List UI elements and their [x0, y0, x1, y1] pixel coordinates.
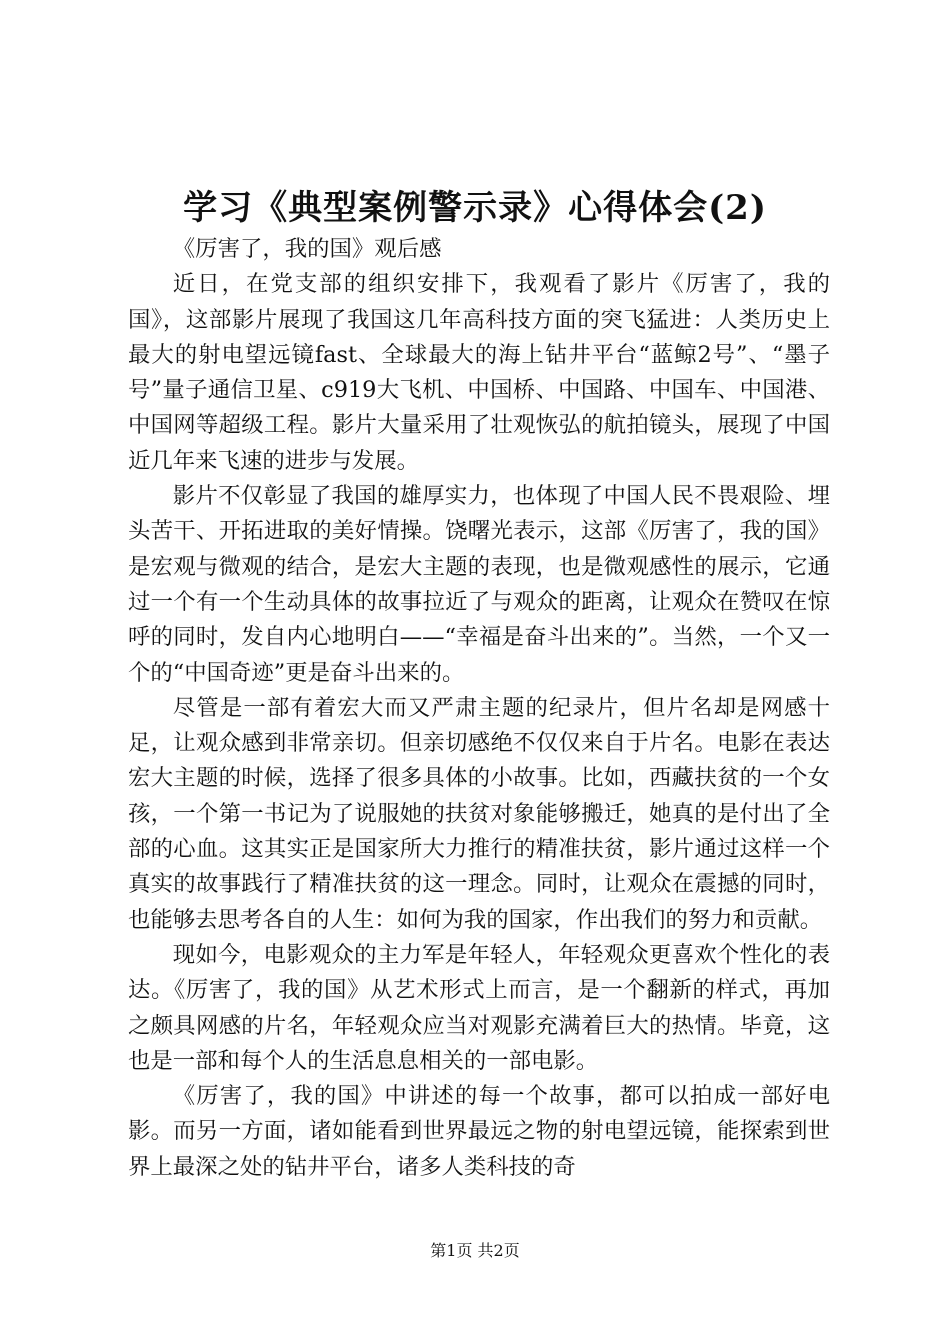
document-subtitle: 《厉害了，我的国》观后感 [172, 236, 442, 262]
document-body [128, 232, 830, 1185]
paragraph-4: 现如今，电影观众的主力军是年轻人，年轻观众更喜欢个性化的表达。《厉害了，我的国》从艺术形式上而言，是一个翻新的样式，再加之颇具网感的片名，年轻观众应当对观影充满着巨大的热情。毕竟，这也是一部和每个人的生活息息相关的一部电影。 [128, 941, 830, 1074]
paragraph-2: 影片不仅彰显了我国的雄厚实力，也体现了中国人民不畏艰险、埋头苦干、开拓进取的美好情操。饶曙光表示，这部《厉害了，我的国》是宏观与微观的结合，是宏大主题的表现，也是微观感性的展示，它通过一个有一个生动具体的故事拉近了与观众的距离，让观众在赞叹在惊呼的同时，发自内心地明白——“幸福是奋斗出来的”。当然，一个又一个的“中国奇迹”更是奋斗出来的。 [128, 483, 830, 686]
paragraph-5: 《厉害了，我的国》中讲述的每一个故事，都可以拍成一部好电影。而另一方面，诸如能看到世界最远之物的射电望远镜，能探索到世界上最深之处的钻井平台，诸多人类科技的奇 [128, 1083, 830, 1180]
paragraph-1: 近日，在党支部的组织安排下，我观看了影片《厉害了，我的国》，这部影片展现了我国这几年高科技方面的突飞猛进：人类历史上最大的射电望远镜fast、全球最大的海上钻井平台“蓝鲸2号”、“墨子号”量子通信卫星、c919大飞机、中国桥、中国路、中国车、中国港、中国网等超级工程。影片大量采用了壮观恢弘的航拍镜头，展现了中国近几年来飞速的进步与发展。 [128, 271, 830, 474]
page-number: 第1页 共2页 [430, 1241, 520, 1260]
document-title: 学习《典型案例警示录》心得体会(2) [183, 188, 767, 228]
paragraph-3: 尽管是一部有着宏大而又严肃主题的纪录片，但片名却是网感十足，让观众感到非常亲切。但亲切感绝不仅仅来自于片名。电影在表达宏大主题的时候，选择了很多具体的小故事。比如，西藏扶贫的一个女孩，一个第一书记为了说服她的扶贫对象能够搬迁，她真的是付出了全部的心血。这其实正是国家所大力推行的精准扶贫，影片通过这样一个真实的故事践行了精准扶贫的这一理念。同时，让观众在震撼的同时，也能够去思考各自的人生：如何为我的国家，作出我们的努力和贡献。 [128, 694, 830, 933]
